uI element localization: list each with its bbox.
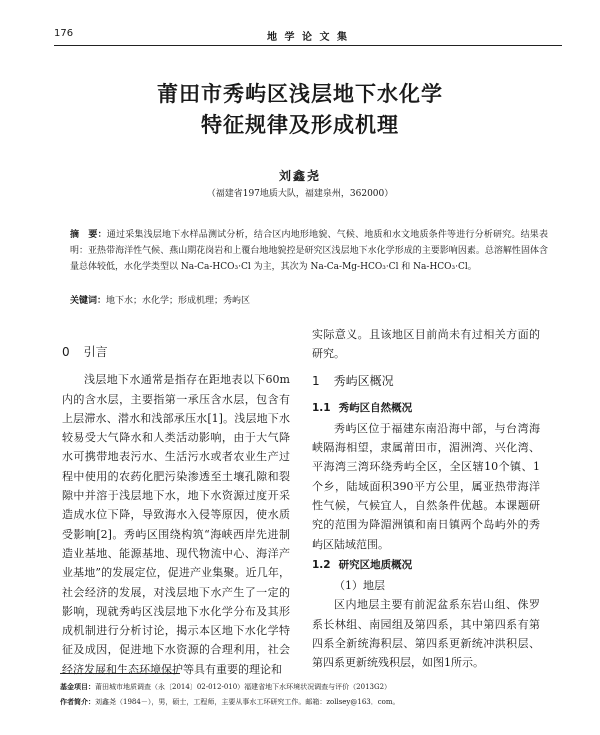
page-number: 176 [54, 28, 74, 39]
page-header [54, 28, 562, 44]
right-column [312, 325, 540, 672]
footnote-author-label: 作者简介： [60, 697, 95, 706]
author-affiliation: （福建省197地质大队，福建泉州，362000） [206, 189, 394, 199]
article-title [0, 78, 600, 140]
keywords-text: 地下水；水化学；形成机理；秀屿区 [106, 296, 251, 306]
subsection-heading-natural [312, 399, 540, 418]
section-number: 1 [312, 373, 320, 388]
section-number: 0 [62, 345, 70, 359]
section-title: 秀屿区概况 [333, 373, 394, 388]
intro-paragraph: 浅层地下水通常是指存在距地表以下60m内的含水层，主要指第一承压含水层，包含有上层滞水、潜水和浅部承压水[1]。浅层地下水较易受大气降水和人类活动影响，由于大气降水可携带地表污水、生活污水或者农业生产过程中使用的农药化肥污染渗透至土壤孔隙和裂隙中并溶于浅层地下水，地下水资源过度开采造成水位下降，导致海水入侵等原因，使水质受影响[2]。秀屿区围绕构筑“海峡西岸先进制造业基地、能源基地、现代物流中心、海洋产业基地”的发展定位，促进产业集聚。近几年，社会经济的发展，对浅层地下水产生了一定的影响，现就秀屿区浅层地下水化学分布及其形成机制进行分析讨论，揭示本区地下水化学特征及成因，促进地下水资源的合理利用，社会经济发展和生态环境保护等具有重要的理论和 [62, 373, 290, 676]
abstract-label: 摘 要： [70, 230, 107, 240]
footnote-funding [60, 682, 560, 692]
footnote-divider [60, 673, 180, 674]
keywords-label: 关键词： [70, 296, 107, 306]
footnote-author-text: 刘鑫尧（1984－），男，硕士，工程师，主要从事水工环研究工作。邮箱：zollsey@163．com。 [95, 698, 400, 706]
footnote-author [60, 697, 560, 707]
author-name: 刘鑫尧 [278, 169, 321, 183]
subsection-number: 1.1 [312, 401, 331, 414]
strata-heading: （1）地层 [334, 578, 385, 592]
section-title: 引言 [83, 345, 108, 359]
subsection-heading-geology [312, 556, 540, 575]
strata-paragraph: 区内地层主要有前泥盆系东岩山组、侏罗系长林组、南园组及第四系，其中第四系有第四系全新统海积层、第四系更新统冲洪积层、第四系更新统残积层，如图1所示。 [312, 598, 540, 670]
journal-title: 地 学 论 文 集 [267, 32, 349, 43]
title-line-1: 莆田市秀屿区浅层地下水化学 [157, 81, 443, 106]
footnote-funding-text: 莆田城市地质调查（永〔2014〕02-012-010）福建省地下水环境状况调查与评价（2013G2） [95, 683, 392, 691]
section-heading-overview [312, 372, 540, 391]
keywords [70, 293, 548, 306]
left-column [62, 337, 290, 679]
subsection-title: 秀屿区自然概况 [338, 401, 413, 414]
subsection-title: 研究区地质概况 [338, 558, 413, 571]
natural-overview-paragraph: 秀屿区位于福建东南沿海中部，与台湾海峡隔海相望，隶属莆田市，湄洲湾、兴化湾、平海湾三湾环绕秀屿全区，全区辖10个镇、1个乡，陆域面积390平方公里，属亚热带海洋性气候，气候宜人，自然条件优越。本课题研究的范围为降湄洲镇和南日镇两个岛屿外的秀屿区陆域范围。 [312, 421, 540, 551]
footnote-funding-label: 基金项目： [60, 682, 95, 691]
abstract-text: 通过采集浅层地下水样品测试分析，结合区内地形地貌、气候、地质和水文地质条件等进行分析研究。结果表明：亚热带海洋性气候、燕山期花岗岩和上覆台地地貌控是研究区浅层地下水化学形成的主要影响因素。总溶解性固体含量总体较低，水化学类型以 Na-Ca-HCO₃·Cl 为主，其次为 Na-Ca-Mg-HCO₃·Cl 和 Na-HCO₃·Cl。 [70, 230, 548, 272]
intro-paragraph-continued: 实际意义。且该地区目前尚未有过相关方面的研究。 [312, 328, 540, 361]
subsection-number: 1.2 [312, 558, 331, 571]
title-line-2: 特征规律及形成机理 [201, 112, 399, 137]
abstract [70, 227, 548, 275]
header-divider [54, 45, 562, 46]
section-heading-intro [62, 343, 290, 362]
